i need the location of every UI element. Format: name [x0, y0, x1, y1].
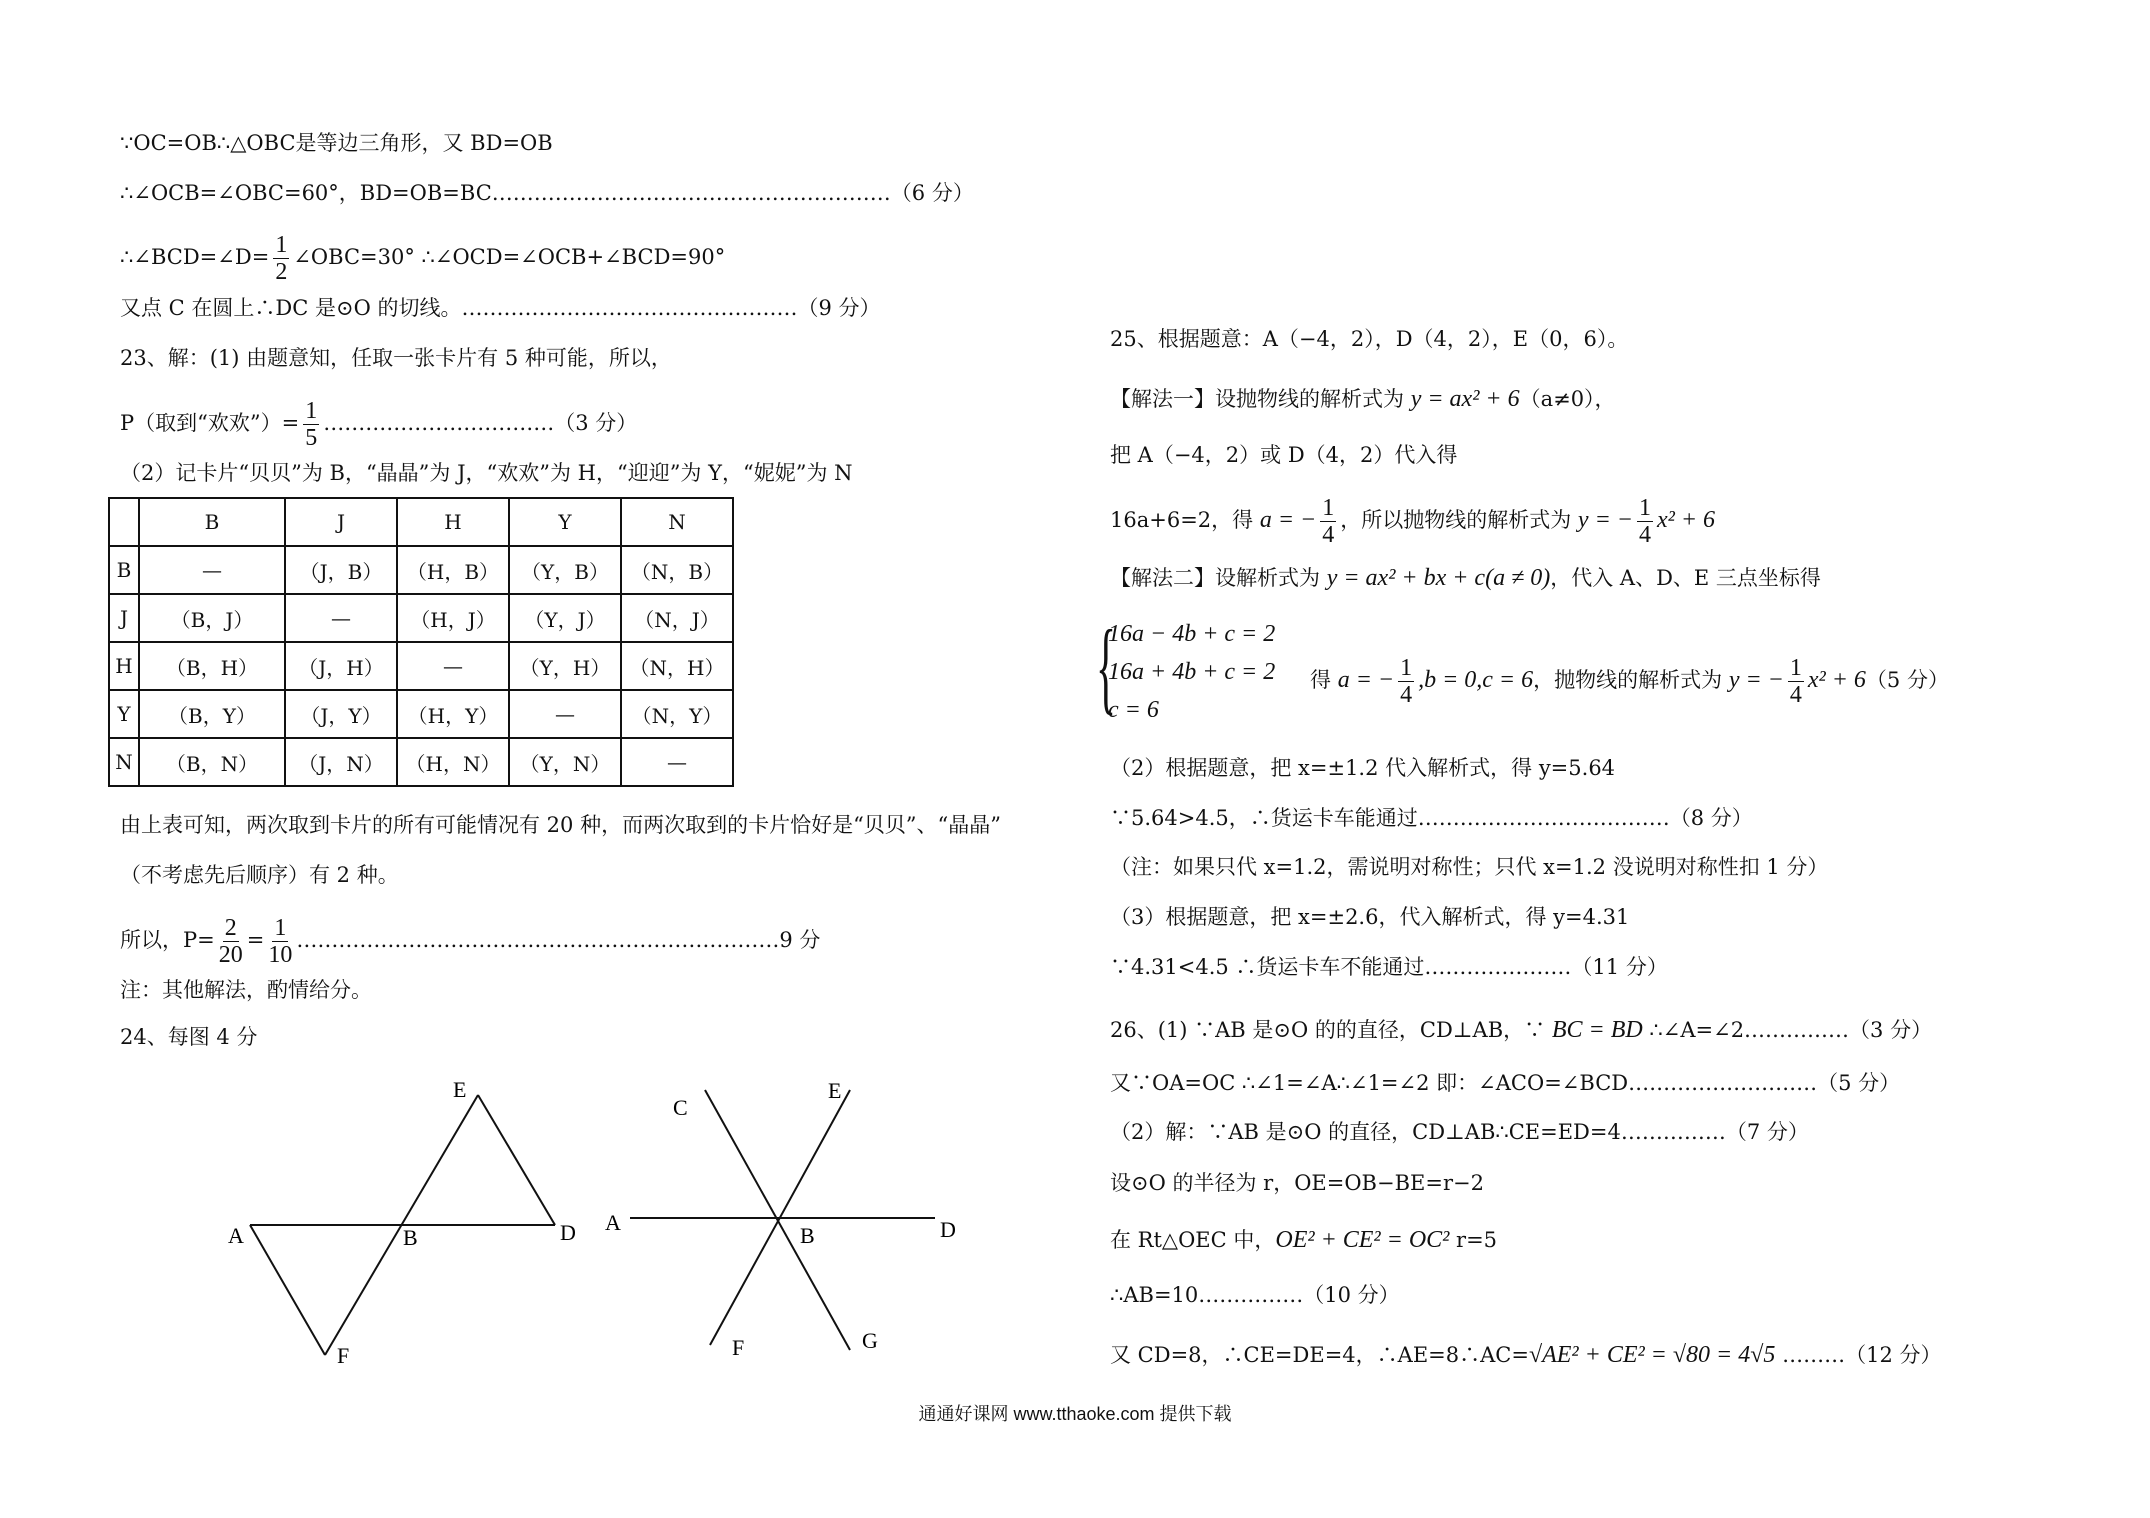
table-cell: （Y，H） [509, 642, 621, 690]
fig2-label-d: D [940, 1217, 956, 1242]
table-row-label: H [109, 642, 139, 690]
q23-line-4: （不考虑先后顺序）有 2 种。 [120, 863, 399, 887]
fraction-quarter-a: $\frac{1}{4}$ [1322, 495, 1335, 548]
line-oc-ob: ∵OC=OB∴△OBC是等边三角形，又 BD=OB [120, 131, 553, 155]
fig2-label-f: F [732, 1335, 745, 1360]
fig2-label-e: E [828, 1078, 842, 1103]
table-row-label: J [109, 594, 139, 642]
table-cell: — [139, 546, 285, 594]
line-angle-bcd: ∴∠BCD=∠D= $\frac{1}{2}$ ∠OBC=30° ∴∠OCD=∠OCB+∠BCD=90° [120, 232, 726, 285]
q26-line-6: ∴AB=10……………（10 分） [1110, 1283, 1400, 1307]
q25-line-10: ∵4.31<4.5 ∴货运卡车不能通过…………………（11 分） [1110, 955, 1668, 979]
table-cell: （H，Y） [397, 690, 509, 738]
q25-line-6: （2）根据题意，把 x=±1.2 代入解析式，得 y=5.64 [1110, 756, 1616, 780]
table-cell: （N，J） [621, 594, 733, 642]
table-cell: （H，B） [397, 546, 509, 594]
table-row-label: Y [109, 690, 139, 738]
table-cell: （B，J） [139, 594, 285, 642]
table-header-cell: N [621, 498, 733, 546]
table-cell: （H，J） [397, 594, 509, 642]
q25-method-2: 【解法二】设解析式为 y = ax² + bx + c(a ≠ 0)，代入 A、D、E 三点坐标得 [1110, 565, 1821, 591]
table-cell: （Y，N） [509, 738, 621, 786]
q23-note: 注：其他解法，酌情给分。 [120, 978, 372, 1002]
system-eq-1: 16a − 4b + c = 2 [1108, 621, 1276, 647]
table-cell: （Y，B） [509, 546, 621, 594]
q26-line-7: 又 CD=8，∴CE=DE=4，∴AE=8∴AC=√AE² + CE² = √80 = 4√5 ………（12 分） [1110, 1342, 1942, 1368]
table-cell: — [285, 594, 397, 642]
equation-system [1096, 609, 1276, 729]
table-cell: （B，N） [139, 738, 285, 786]
fig2-label-a: A [605, 1210, 621, 1235]
table-row-label: B [109, 546, 139, 594]
fig2-label-g: G [862, 1328, 878, 1353]
fraction-quarter-b: $\frac{1}{4}$ [1638, 495, 1651, 548]
footer-credit: 通通好课网 www.tthaoke.com 提供下载 [918, 1404, 1232, 1424]
q25-line-4: 16a+6=2，得 a = − $\frac{1}{4}$ ，所以抛物线的解析式为 y = − $\frac{1}{4}$ x² + 6 [1110, 495, 1716, 548]
figure-2 [600, 1075, 960, 1375]
q25-line-9: （3）根据题意，把 x=±2.6，代入解析式，得 y=4.31 [1110, 905, 1630, 929]
q25-note: （注：如果只代 x=1.2，需说明对称性；只代 x=1.2 没说明对称性扣 1 分） [1110, 855, 1829, 879]
table-cell: （J，H） [285, 642, 397, 690]
table-row [109, 690, 733, 738]
table-row-label: N [109, 738, 139, 786]
table-cell: （N，H） [621, 642, 733, 690]
fig1-label-f: F [337, 1343, 350, 1368]
brace-icon: { [1096, 609, 1116, 724]
fraction-2-20: $\frac{2}{20}$ [218, 915, 243, 968]
table-cell: （J，B） [285, 546, 397, 594]
table-cell: — [509, 690, 621, 738]
table-header-row [109, 498, 733, 546]
fig2-label-c: C [673, 1095, 688, 1120]
fig1-label-e: E [453, 1077, 467, 1102]
fig1-segment-af [250, 1225, 325, 1355]
table-header-cell: J [285, 498, 397, 546]
fig1-label-b: B [403, 1225, 418, 1250]
q25-line-3: 把 A（−4，2）或 D（4，2）代入得 [1110, 443, 1458, 467]
q25-line-7: ∵5.64>4.5，∴货运卡车能通过………………………………（8 分） [1110, 806, 1753, 830]
q23-line-1: 23、解：(1) 由题意知，任取一张卡片有 5 种可能，所以， [120, 346, 672, 370]
table-header-cell: H [397, 498, 509, 546]
q26-line-1: 26、(1) ∵AB 是⊙O 的的直径，CD⊥AB，∵ BC = BD ∴∠A=∠2……………（3 分） [1110, 1017, 1933, 1043]
table-header-cell: B [139, 498, 285, 546]
table-cell: （J，Y） [285, 690, 397, 738]
table-header-cell [109, 498, 139, 546]
table-cell: （N，B） [621, 546, 733, 594]
fig1-segment-ed [478, 1095, 555, 1225]
table-cell: （H，N） [397, 738, 509, 786]
q23-line-2: （2）记卡片“贝贝”为 B，“晶晶”为 J，“欢欢”为 H，“迎迎”为 Y，“妮妮”为 N [120, 461, 853, 485]
table-row [109, 738, 733, 786]
table-cell: — [397, 642, 509, 690]
table-cell: （J，N） [285, 738, 397, 786]
line-tangent: 又点 C 在圆上∴DC 是⊙O 的切线。…………………………………………（9 分） [120, 296, 881, 320]
q26-line-4: 设⊙O 的半径为 r，OE=OB−BE=r−2 [1110, 1171, 1484, 1195]
fraction-quarter-d: $\frac{1}{4}$ [1789, 655, 1802, 708]
fig1-label-d: D [560, 1220, 576, 1245]
fig2-label-b: B [800, 1223, 815, 1248]
q26-line-2: 又∵OA=OC ∴∠1=∠A∴∠1=∠2 即：∠ACO=∠BCD………………………（5 分） [1110, 1071, 1901, 1095]
line-angle-ocb: ∴∠OCB=∠OBC=60°，BD=OB=BC…………………………………………………（6 分） [120, 181, 974, 205]
q23-line-3: 由上表可知，两次取到卡片的所有可能情况有 20 种，而两次取到的卡片恰好是“贝贝”、“晶晶” [120, 813, 1002, 837]
table-row [109, 594, 733, 642]
figure-1 [220, 1075, 600, 1375]
table-cell: （B，H） [139, 642, 285, 690]
system-result: 得 a = − $\frac{1}{4}$ ,b = 0,c = 6，抛物线的解析式为 y = − $\frac{1}{4}$ x² + 6（5 分） [1310, 655, 1949, 708]
table-cell: （Y，J） [509, 594, 621, 642]
q24-title: 24、每图 4 分 [120, 1025, 258, 1049]
table-row [109, 642, 733, 690]
q25-line-1: 25、根据题意：A（−4，2），D（4，2），E（0，6）。 [1110, 327, 1629, 351]
table-cell: （N，Y） [621, 690, 733, 738]
fraction-one-fifth: $\frac{1}{5}$ [305, 398, 318, 451]
q23-probability: P（取到“欢欢”）= $\frac{1}{5}$ ……………………………（3 分） [120, 398, 638, 451]
table-cell: — [621, 738, 733, 786]
fraction-half: $\frac{1}{2}$ [275, 232, 288, 285]
q23-line-5: 所以，P= $\frac{2}{20}$ = $\frac{1}{10}$ ……………………………………………………………9 分 [120, 915, 821, 968]
fraction-1-10: $\frac{1}{10}$ [268, 915, 293, 968]
card-table [108, 497, 734, 787]
table-row [109, 546, 733, 594]
fig1-label-a: A [228, 1223, 244, 1248]
q25-method-1: 【解法一】设抛物线的解析式为 y = ax² + 6（a≠0）， [1110, 386, 1616, 412]
q26-line-5: 在 Rt△OEC 中，OE² + CE² = OC² r=5 [1110, 1227, 1498, 1253]
table-header-cell: Y [509, 498, 621, 546]
fraction-quarter-c: $\frac{1}{4}$ [1400, 655, 1413, 708]
system-eq-3: c = 6 [1108, 697, 1159, 723]
table-cell: （B，Y） [139, 690, 285, 738]
system-eq-2: 16a + 4b + c = 2 [1108, 659, 1276, 685]
q26-line-3: （2）解：∵AB 是⊙O 的直径，CD⊥AB∴CE=ED=4……………（7 分） [1110, 1120, 1809, 1144]
